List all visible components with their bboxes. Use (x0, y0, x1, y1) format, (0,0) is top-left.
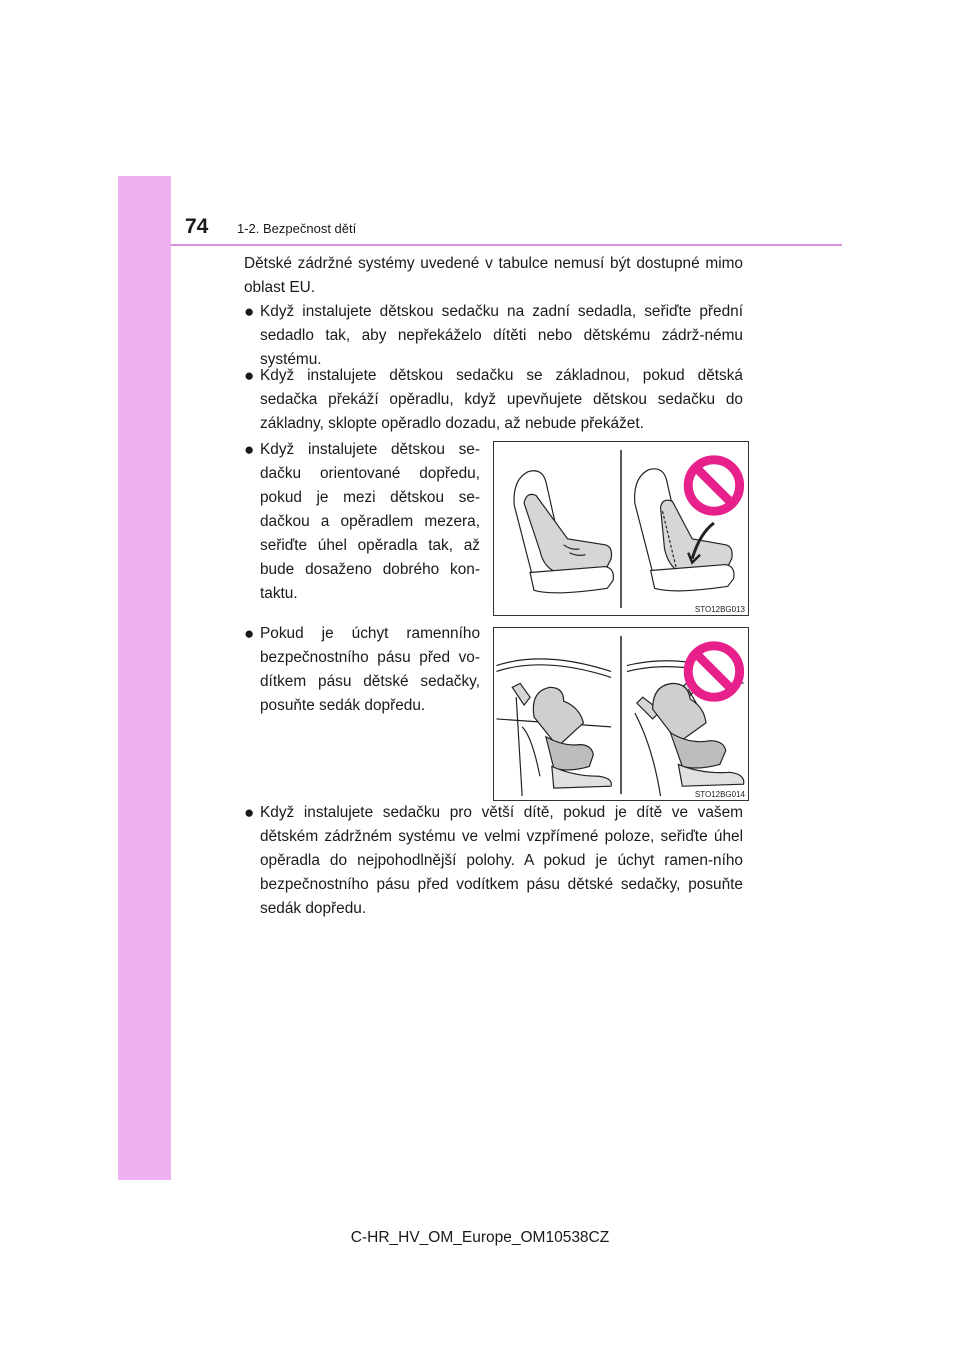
bullet-text: Když instalujete dětskou sedačku na zadní sedadla, seřiďte přední sedadlo tak, aby nepřekáželo dítěti nebo dětskému zádrž-nému systému. (260, 303, 743, 368)
bullet-dot-icon: ● (244, 302, 255, 321)
bullet-dot-icon: ● (244, 624, 255, 643)
bullet-text: Pokud je úchyt ramenního bezpečnostního pásu před vo-dítkem pásu dětské sedačky, posuňte sedák dopředu. (260, 625, 480, 714)
intro-paragraph: Dětské zádržné systémy uvedené v tabulce nemusí být dostupné mimo oblast EU. (244, 255, 743, 296)
figure-shoulder-belt (493, 627, 749, 801)
prohibition-icon (688, 460, 739, 511)
bullet-text: Když instalujete sedačku pro větší dítě, pokud je dítě ve vašem dětském zádržném systému ve velmi vzpřímené poloze, seřiďte úhel opěradla do nejpohodlnější polohy. A pokud je úchyt ramen-ního bezpečnostního pásu před vodítkem pásu dětské sedačky, posuňte sedák dopředu. (260, 804, 743, 917)
seat-illustration (494, 442, 748, 615)
bullet-item (244, 438, 480, 606)
bullet-text: Když instalujete dětskou sedačku se základnou, pokud dětská sedačka překáží opěradlu, když upevňujete dětskou sedačku do základny, sklopte opěradlo dozadu, až nebude překážet. (260, 367, 743, 432)
manual-id-footer: C-HR_HV_OM_Europe_OM10538CZ (350, 1229, 610, 1246)
bullet-item (244, 622, 480, 718)
header-divider (171, 244, 842, 246)
figure-seat-backrest (493, 441, 749, 616)
bullet-text: Když instalujete dětskou se-dačku orientované dopředu, pokud je mezi dětskou se-dačkou a opěradlem mezera, seřiďte úhel opěradla tak, až bude dosaženo dobrého kon-taktu. (260, 441, 480, 602)
section-title: 1-2. Bezpečnost dětí (237, 221, 357, 236)
figure-code: STO12BG014 (694, 790, 745, 799)
bullet-item (244, 364, 743, 436)
belt-illustration (494, 628, 748, 800)
bullet-item (244, 300, 743, 372)
chapter-sidebar-tab (118, 176, 171, 1180)
figure-code: STO12BG013 (694, 605, 745, 614)
page-number: 74 (185, 215, 209, 238)
bullet-item (244, 801, 743, 921)
bullet-dot-icon: ● (244, 440, 255, 459)
prohibition-icon (688, 646, 739, 697)
bullet-dot-icon: ● (244, 803, 255, 822)
bullet-dot-icon: ● (244, 366, 255, 385)
